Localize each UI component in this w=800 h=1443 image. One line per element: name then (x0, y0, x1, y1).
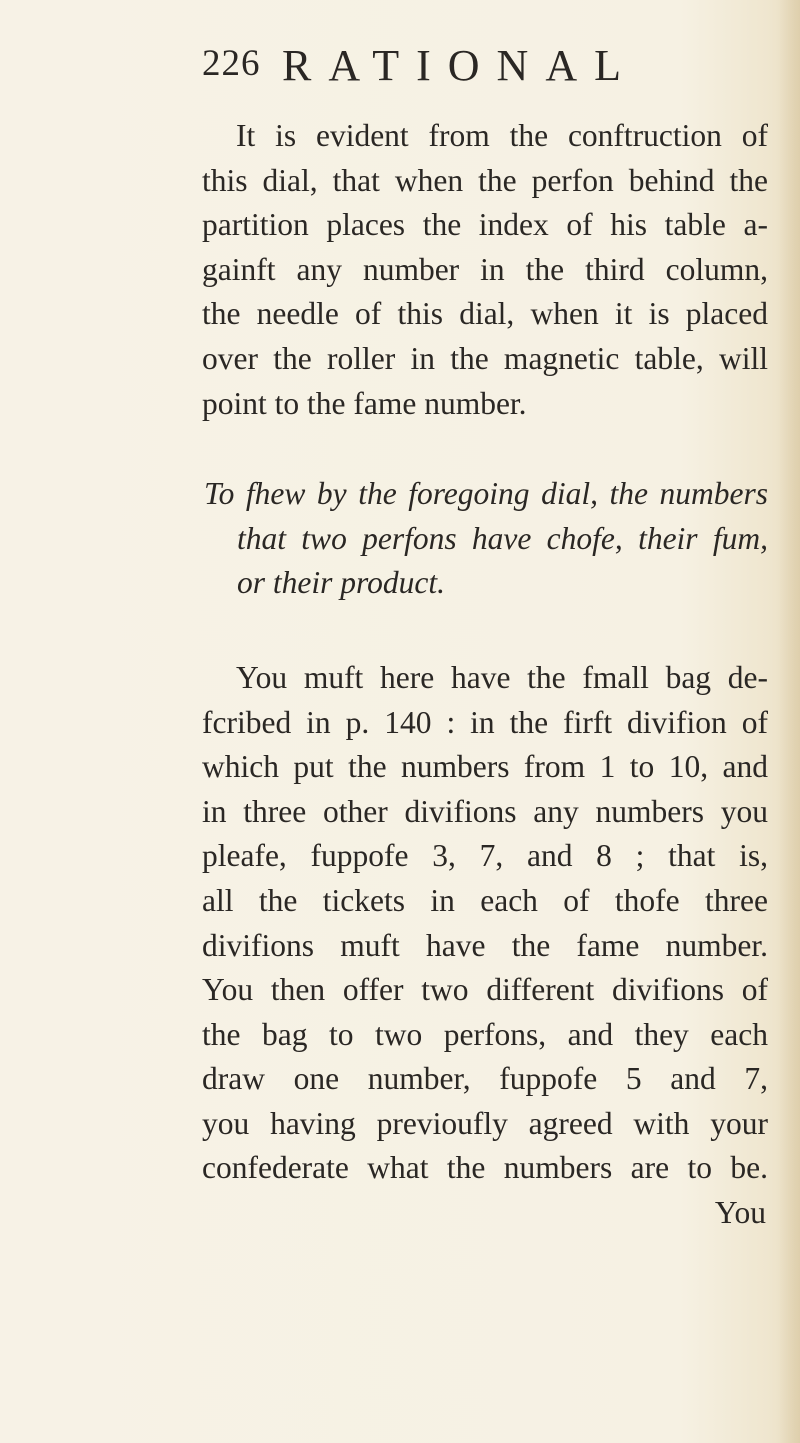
paragraph-2 (202, 656, 768, 1191)
text-line: You then offer two different divifions of (202, 972, 768, 1008)
text-line: point to the fame number. (202, 385, 527, 421)
text-line: gainft any number in the third column, (202, 251, 768, 287)
text-line: pleafe, fuppofe 3, 7, and 8 ; that is, (202, 838, 768, 874)
page-header (202, 40, 762, 100)
text-line: draw one number, fuppofe 5 and 7, (202, 1061, 768, 1097)
text-line: this dial, that when the perfon behind the (202, 162, 768, 198)
paragraph-1 (202, 114, 768, 426)
text-line: in three other divifions any numbers you (202, 793, 768, 829)
text-line: It is evident from the conftruction of (236, 118, 768, 153)
text-line: the bag to two perfons, and they each (202, 1016, 768, 1052)
page-number: 226 (202, 43, 261, 84)
text-line: which put the numbers from 1 to 10, and (202, 749, 768, 785)
running-head: RATIONAL (282, 41, 638, 90)
text-block (202, 114, 768, 1191)
heading-line: To fhew by the foregoing dial, the numbers (204, 476, 768, 512)
text-line: over the roller in the magnetic table, will (202, 340, 768, 376)
section-heading (204, 472, 768, 606)
text-line: all the tickets in each of thofe three (202, 882, 768, 918)
text-line: confederate what the numbers are to be. (202, 1150, 768, 1186)
catchword: You (714, 1195, 766, 1230)
text-line: you having previoufly agreed with your (202, 1105, 768, 1141)
heading-line: or their product. (237, 565, 445, 601)
text-line: divifions muft have the fame number. (202, 927, 768, 963)
text-line: fcribed in p. 140 : in the firft divifion of (202, 704, 768, 740)
text-line: You muft here have the fmall bag de- (236, 659, 768, 695)
text-line: partition places the index of his table a- (202, 207, 768, 243)
heading-line: that two perfons have chofe, their fum, (237, 520, 768, 556)
text-line: the needle of this dial, when it is placed (202, 296, 768, 332)
page-edge-shadow (778, 0, 800, 1443)
